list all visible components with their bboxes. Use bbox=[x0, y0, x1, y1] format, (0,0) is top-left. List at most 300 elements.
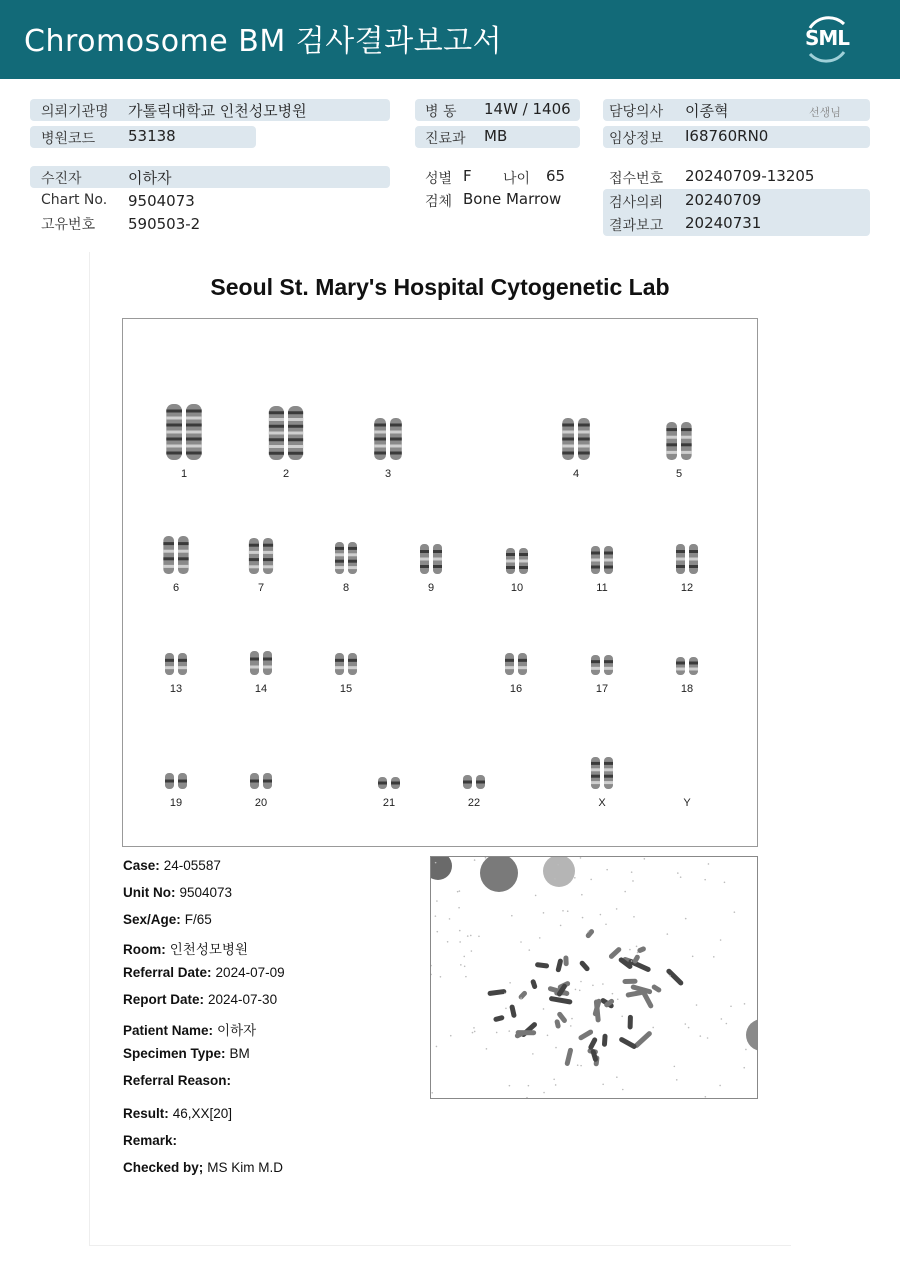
debris-speck bbox=[677, 872, 679, 874]
debris-speck bbox=[592, 985, 594, 987]
chromosome-band bbox=[518, 666, 527, 669]
chromosome-band bbox=[578, 452, 590, 455]
chromosome-label-9: 9 bbox=[427, 582, 435, 594]
chromosome-band bbox=[578, 431, 590, 434]
chromosome-band bbox=[263, 558, 273, 561]
chromosome-label-5: 5 bbox=[675, 468, 683, 480]
metaphase-chromosome bbox=[563, 955, 568, 966]
patient-row bbox=[30, 166, 390, 188]
chromosome-band bbox=[433, 565, 442, 568]
chromosome-band bbox=[666, 436, 677, 439]
chromosome-label-2: 2 bbox=[282, 468, 290, 480]
sex-value: F bbox=[463, 167, 472, 185]
debris-speck bbox=[582, 917, 584, 919]
metaphase-chromosome bbox=[622, 979, 637, 984]
chromosome-band bbox=[689, 558, 698, 561]
debris-speck bbox=[696, 1004, 698, 1006]
chromosome-band bbox=[263, 551, 273, 554]
chromosome-band bbox=[178, 557, 189, 560]
chromosome-label-1: 1 bbox=[180, 468, 188, 480]
chromosome-band bbox=[689, 550, 698, 553]
remark-label: Remark: bbox=[123, 1133, 178, 1148]
debris-speck bbox=[602, 1083, 604, 1085]
debris-speck bbox=[580, 1065, 582, 1067]
chromosome-band bbox=[390, 431, 402, 434]
chromosome-band bbox=[390, 452, 402, 455]
chromosome-band bbox=[390, 424, 402, 427]
chromosome-band bbox=[604, 667, 613, 670]
chromosome-band bbox=[186, 424, 202, 427]
chromosome-label-7: 7 bbox=[257, 582, 265, 594]
metaphase-image bbox=[430, 856, 758, 1099]
debris-speck bbox=[705, 1096, 707, 1098]
chromosome-band bbox=[374, 438, 386, 441]
chromosome-band bbox=[166, 431, 182, 434]
debris-speck bbox=[436, 931, 438, 933]
debris-speck bbox=[676, 1079, 678, 1081]
debris-speck bbox=[555, 1047, 557, 1049]
debris-speck bbox=[606, 869, 608, 871]
chromosome-16-homolog bbox=[505, 653, 514, 675]
chromosome-band bbox=[288, 445, 303, 448]
chromosome-band bbox=[676, 550, 685, 553]
debris-speck bbox=[744, 1003, 746, 1005]
checked-value: MS Kim M.D bbox=[207, 1160, 284, 1175]
chromosome-8-homolog bbox=[335, 542, 344, 574]
chromosome-band bbox=[433, 558, 442, 561]
chromosome-band bbox=[420, 558, 429, 561]
debris-speck bbox=[543, 912, 545, 914]
checked-label: Checked by; bbox=[123, 1160, 204, 1175]
debris-speck bbox=[465, 976, 467, 978]
dept-value: MB bbox=[484, 127, 508, 145]
debris-speck bbox=[667, 933, 669, 935]
debris-speck bbox=[743, 1067, 745, 1069]
chromosome-17-homolog bbox=[604, 655, 613, 675]
chromosome-15-homolog bbox=[348, 653, 357, 675]
chromosome-band bbox=[676, 565, 685, 568]
debris-speck bbox=[459, 930, 461, 932]
chromosome-13-homolog bbox=[165, 653, 174, 675]
debris-speck bbox=[447, 941, 449, 943]
chromosome-band bbox=[186, 445, 202, 448]
chromosome-band bbox=[591, 660, 600, 663]
debris-speck bbox=[726, 1023, 728, 1025]
debris-speck bbox=[431, 1092, 433, 1094]
chromosome-label-14: 14 bbox=[254, 683, 268, 695]
chromosome-band bbox=[519, 560, 528, 563]
debris-speck bbox=[562, 910, 564, 912]
chromosome-band bbox=[288, 432, 303, 435]
chromosome-band bbox=[178, 780, 187, 783]
chromosome-6-homolog bbox=[163, 536, 174, 574]
report-title: Chromosome BM 검사결과보고서 bbox=[24, 24, 503, 59]
chromosome-band bbox=[578, 424, 590, 427]
metaphase-chromosome bbox=[530, 979, 538, 990]
debris-speck bbox=[616, 908, 618, 910]
chromosome-band bbox=[681, 436, 692, 439]
debris-speck bbox=[629, 949, 631, 951]
request-label: 검사의뢰 bbox=[609, 195, 664, 211]
chromosome-band bbox=[348, 566, 357, 569]
panel-border-bottom bbox=[89, 1245, 791, 1246]
debris-speck bbox=[535, 895, 537, 897]
chromosome-18-homolog bbox=[676, 657, 685, 675]
sex-label: 성별 bbox=[425, 171, 453, 187]
report-date-label2: Report Date: bbox=[123, 992, 205, 1007]
chromosome-band bbox=[335, 659, 344, 662]
debris-speck bbox=[632, 880, 634, 882]
chromosome-label-10: 10 bbox=[510, 582, 524, 594]
chromosome-band bbox=[166, 445, 182, 448]
chromosome-band bbox=[578, 445, 590, 448]
chromosome-band bbox=[335, 566, 344, 569]
chromosome-band bbox=[506, 566, 515, 569]
ward-value: 14W / 1406 bbox=[484, 100, 571, 118]
specimen-value: Bone Marrow bbox=[463, 190, 562, 208]
chromosome-17-homolog bbox=[591, 655, 600, 675]
chromosome-band bbox=[269, 438, 284, 441]
chart-label: Chart No. bbox=[41, 192, 108, 208]
chromosome-15-homolog bbox=[335, 653, 344, 675]
chromosome-band bbox=[689, 565, 698, 568]
debris-speck bbox=[612, 993, 614, 995]
chromosome-label-6: 6 bbox=[172, 582, 180, 594]
metaphase-chromosome bbox=[585, 928, 595, 939]
debris-speck bbox=[547, 1035, 549, 1037]
chromosome-band bbox=[163, 542, 174, 545]
chromosome-band bbox=[186, 452, 202, 455]
debris-speck bbox=[616, 1076, 618, 1078]
chromosome-band bbox=[335, 560, 344, 563]
chromosome-band bbox=[591, 667, 600, 670]
chromosome-7-homolog bbox=[263, 538, 273, 574]
chromosome-label-8: 8 bbox=[342, 582, 350, 594]
chromosome-band bbox=[348, 666, 357, 669]
chromosome-label-12: 12 bbox=[680, 582, 694, 594]
chromosome-label-3: 3 bbox=[384, 468, 392, 480]
result-value: 46,XX[20] bbox=[172, 1106, 233, 1121]
debris-speck bbox=[555, 1084, 557, 1086]
chromosome-band bbox=[269, 452, 284, 455]
referral-reason-label: Referral Reason: bbox=[123, 1073, 232, 1088]
chromosome-band bbox=[604, 552, 613, 555]
chromosome-band bbox=[604, 781, 613, 784]
debris-speck bbox=[700, 1035, 702, 1037]
chromosome-band bbox=[666, 451, 677, 454]
chromosome-band bbox=[505, 666, 514, 669]
debris-speck bbox=[721, 1018, 723, 1020]
chromosome-band bbox=[335, 547, 344, 550]
chromosome-band bbox=[591, 781, 600, 784]
chromosome-band bbox=[269, 445, 284, 448]
uid-label: 고유번호 bbox=[41, 217, 96, 233]
chromosome-band bbox=[591, 552, 600, 555]
chromosome-label-19: 19 bbox=[169, 797, 183, 809]
debris-speck bbox=[617, 998, 619, 1000]
debris-speck bbox=[543, 1008, 545, 1010]
specimen-type-label: Specimen Type: bbox=[123, 1046, 226, 1061]
chromosome-band bbox=[250, 658, 259, 661]
chromosome-band bbox=[269, 411, 284, 414]
metaphase-chromosome bbox=[592, 998, 602, 1017]
debris-speck bbox=[574, 877, 576, 879]
debris-speck bbox=[472, 1032, 474, 1034]
chromosome-band bbox=[178, 542, 189, 545]
metaphase-chromosome bbox=[665, 968, 684, 987]
chromosome-band bbox=[390, 438, 402, 441]
chromosome-band bbox=[562, 424, 574, 427]
debris-speck bbox=[457, 891, 459, 893]
debris-speck bbox=[449, 918, 451, 920]
debris-speck bbox=[470, 935, 472, 937]
debris-speck bbox=[600, 914, 602, 916]
chromosome-band bbox=[374, 445, 386, 448]
chromosome-band bbox=[178, 659, 187, 662]
debris-speck bbox=[745, 1049, 747, 1051]
chromosome-label-X: X bbox=[598, 797, 606, 809]
chromosome-band bbox=[335, 553, 344, 556]
debris-speck bbox=[450, 1035, 452, 1037]
chromosome-5-homolog bbox=[666, 422, 677, 460]
chromosome-band bbox=[591, 762, 600, 765]
chromosome-band bbox=[288, 411, 303, 414]
case-label: Case: bbox=[123, 858, 160, 873]
debris-speck bbox=[458, 907, 460, 909]
debris-speck bbox=[474, 1031, 476, 1033]
chromosome-5-homolog bbox=[681, 422, 692, 460]
chromosome-band bbox=[163, 565, 174, 568]
chromosome-band bbox=[249, 565, 259, 568]
debris-speck bbox=[704, 879, 706, 881]
institution-label: 의뢰기관명 bbox=[41, 104, 109, 120]
patient-name-value: 이하자 bbox=[217, 1023, 257, 1038]
chromosome-band bbox=[250, 780, 259, 783]
chromosome-band bbox=[250, 666, 259, 669]
debris-speck bbox=[692, 956, 694, 958]
room-value: 인천성모병원 bbox=[169, 942, 248, 957]
clinical-label: 임상정보 bbox=[609, 131, 664, 147]
debris-speck bbox=[720, 939, 722, 941]
chromosome-label-15: 15 bbox=[339, 683, 353, 695]
report-date-value: 20240731 bbox=[685, 214, 762, 232]
debris-speck bbox=[621, 1015, 623, 1017]
karyogram bbox=[122, 318, 758, 847]
debris-speck bbox=[685, 918, 687, 920]
debris-speck bbox=[669, 975, 671, 977]
chromosome-band bbox=[166, 410, 182, 413]
chromosome-band bbox=[263, 666, 272, 669]
chromosome-band bbox=[374, 431, 386, 434]
metaphase-chromosome bbox=[555, 958, 563, 973]
metaphase-chromosome bbox=[628, 1015, 633, 1030]
chromosome-band bbox=[378, 782, 387, 785]
chromosome-label-20: 20 bbox=[254, 797, 268, 809]
debris-speck bbox=[560, 925, 562, 927]
clinical-value: I68760RN0 bbox=[685, 127, 769, 145]
chromosome-band bbox=[163, 550, 174, 553]
report-date-value2: 2024-07-30 bbox=[208, 992, 278, 1007]
metaphase-chromosome bbox=[487, 989, 506, 996]
nucleus-blob bbox=[543, 857, 575, 887]
chromosome-band bbox=[335, 666, 344, 669]
chromosome-band bbox=[166, 417, 182, 420]
chromosome-band bbox=[186, 410, 202, 413]
chromosome-band bbox=[165, 659, 174, 662]
chromosome-band bbox=[681, 451, 692, 454]
chromosome-band bbox=[666, 428, 677, 431]
debris-speck bbox=[464, 965, 466, 967]
chromosome-label-4: 4 bbox=[572, 468, 580, 480]
debris-speck bbox=[674, 1066, 676, 1068]
debris-speck bbox=[577, 1064, 579, 1066]
debris-speck bbox=[579, 990, 581, 992]
chart-value: 9504073 bbox=[128, 192, 195, 210]
debris-speck bbox=[528, 949, 530, 951]
chromosome-band bbox=[269, 425, 284, 428]
chromosome-band bbox=[689, 668, 698, 671]
debris-speck bbox=[708, 863, 710, 865]
chromosome-band bbox=[288, 452, 303, 455]
chromosome-8-homolog bbox=[348, 542, 357, 574]
debris-speck bbox=[526, 1097, 528, 1098]
debris-speck bbox=[644, 858, 646, 860]
chromosome-band bbox=[178, 550, 189, 553]
patient-name-label: Patient Name: bbox=[123, 1023, 214, 1038]
debris-speck bbox=[622, 1089, 624, 1091]
sexage-value: F/65 bbox=[184, 912, 212, 927]
request-value: 20240709 bbox=[685, 191, 762, 209]
patient-label: 수진자 bbox=[41, 171, 82, 187]
chromosome-band bbox=[391, 782, 400, 785]
chromosome-band bbox=[591, 559, 600, 562]
unit-label: Unit No: bbox=[123, 885, 176, 900]
debris-speck bbox=[734, 911, 736, 913]
chromosome-13-homolog bbox=[178, 653, 187, 675]
debris-speck bbox=[567, 910, 569, 912]
debris-speck bbox=[652, 1027, 654, 1029]
metaphase-chromosome bbox=[579, 960, 591, 973]
debris-speck bbox=[463, 956, 465, 958]
chromosome-band bbox=[269, 418, 284, 421]
chromosome-band bbox=[676, 558, 685, 561]
specimen-label: 검체 bbox=[425, 194, 453, 210]
age-value: 65 bbox=[546, 167, 566, 185]
debris-speck bbox=[588, 931, 590, 933]
chromosome-band bbox=[604, 566, 613, 569]
metaphase-chromosome bbox=[602, 1034, 608, 1047]
chromosome-band bbox=[374, 424, 386, 427]
chromosome-band bbox=[519, 553, 528, 556]
chromosome-band bbox=[263, 565, 273, 568]
patient-value: 이하자 bbox=[128, 169, 172, 187]
chromosome-band bbox=[374, 452, 386, 455]
debris-speck bbox=[724, 881, 726, 883]
referral-date-value: 2024-07-09 bbox=[215, 965, 285, 980]
debris-speck bbox=[557, 864, 559, 866]
debris-speck bbox=[435, 862, 437, 864]
chromosome-band bbox=[186, 431, 202, 434]
chromosome-14-homolog bbox=[263, 651, 272, 675]
chromosome-band bbox=[165, 666, 174, 669]
metaphase-chromosome bbox=[564, 1047, 573, 1066]
nucleus-blob bbox=[746, 1019, 757, 1051]
chromosome-band bbox=[604, 775, 613, 778]
debris-speck bbox=[719, 1085, 721, 1087]
chromosome-band bbox=[676, 668, 685, 671]
debris-speck bbox=[581, 894, 583, 896]
panel-border-left bbox=[89, 252, 90, 1245]
chromosome-label-22: 22 bbox=[467, 797, 481, 809]
institution-value: 가톨릭대학교 인천성모병원 bbox=[128, 102, 307, 120]
chromosome-band bbox=[186, 438, 202, 441]
debris-speck bbox=[570, 1025, 572, 1027]
chromosome-band bbox=[562, 438, 574, 441]
chromosome-label-Y: Y bbox=[683, 797, 691, 809]
chromosome-band bbox=[263, 544, 273, 547]
chromosome-band bbox=[604, 762, 613, 765]
chromosome-band bbox=[604, 660, 613, 663]
referral-date-label: Referral Date: bbox=[123, 965, 212, 980]
dept-label: 진료과 bbox=[425, 131, 466, 147]
chromosome-band bbox=[591, 775, 600, 778]
metaphase-chromosome bbox=[618, 1036, 637, 1050]
report-date-label: 결과보고 bbox=[609, 218, 664, 234]
sexage-label: Sex/Age: bbox=[123, 912, 181, 927]
chromosome-band bbox=[505, 659, 514, 662]
metaphase-chromosome bbox=[651, 984, 663, 994]
chromosome-band bbox=[390, 445, 402, 448]
chromosome-band bbox=[163, 557, 174, 560]
debris-speck bbox=[688, 1027, 690, 1029]
debris-speck bbox=[435, 915, 437, 917]
debris-speck bbox=[624, 891, 626, 893]
debris-speck bbox=[509, 1085, 511, 1087]
room-label: Room: bbox=[123, 942, 166, 957]
debris-speck bbox=[474, 859, 476, 861]
debris-speck bbox=[436, 1046, 438, 1048]
debris-speck bbox=[707, 1037, 709, 1039]
chromosome-band bbox=[604, 559, 613, 562]
debris-speck bbox=[459, 941, 461, 943]
metaphase-chromosome bbox=[588, 1037, 599, 1051]
debris-speck bbox=[680, 876, 682, 878]
metaphase-chromosome bbox=[549, 996, 573, 1005]
chromosome-label-21: 21 bbox=[382, 797, 396, 809]
chromosome-band bbox=[249, 544, 259, 547]
debris-speck bbox=[520, 997, 522, 999]
reception-value: 20240709-13205 bbox=[685, 167, 815, 185]
unit-value: 9504073 bbox=[179, 885, 233, 900]
debris-speck bbox=[511, 915, 513, 917]
debris-speck bbox=[467, 935, 469, 937]
chromosome-band bbox=[348, 560, 357, 563]
chromosome-band bbox=[562, 431, 574, 434]
debris-speck bbox=[571, 1018, 573, 1020]
chromosome-label-13: 13 bbox=[169, 683, 183, 695]
debris-speck bbox=[473, 1027, 475, 1029]
age-label: 나이 bbox=[503, 171, 531, 187]
debris-speck bbox=[486, 1048, 488, 1050]
debris-speck bbox=[633, 916, 635, 918]
debris-speck bbox=[520, 941, 522, 943]
chromosome-band bbox=[506, 560, 515, 563]
debris-speck bbox=[605, 923, 607, 925]
chromosome-band bbox=[689, 662, 698, 665]
metaphase-chromosome bbox=[509, 1004, 517, 1018]
chromosome-band bbox=[288, 438, 303, 441]
chromosome-band bbox=[166, 424, 182, 427]
